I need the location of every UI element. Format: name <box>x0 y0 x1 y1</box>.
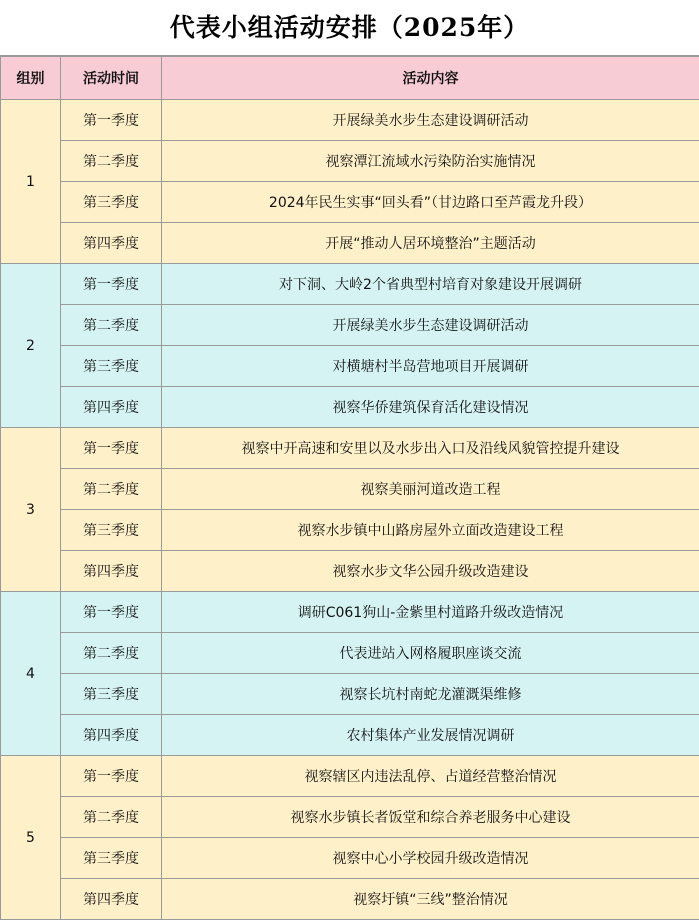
group-id-cell: 2 <box>1 264 61 428</box>
group-id-cell: 3 <box>1 428 61 592</box>
table-row <box>1 346 699 387</box>
table-row <box>1 305 699 346</box>
table-row <box>1 264 699 305</box>
content-cell: 调研C061狗山-金紫里村道路升级改造情况 <box>162 592 699 633</box>
table-row <box>1 387 699 428</box>
content-cell: 视察水步镇长者饭堂和综合养老服务中心建设 <box>162 797 699 838</box>
activity-table <box>0 56 699 920</box>
content-cell: 对横塘村半岛营地项目开展调研 <box>162 346 699 387</box>
time-cell: 第三季度 <box>61 674 162 715</box>
table-row <box>1 182 699 223</box>
table-header-row <box>1 57 699 100</box>
table-row <box>1 674 699 715</box>
content-cell: 视察潭江流域水污染防治实施情况 <box>162 141 699 182</box>
table-row <box>1 756 699 797</box>
content-cell: 代表进站入网格履职座谈交流 <box>162 633 699 674</box>
time-cell: 第四季度 <box>61 223 162 264</box>
table-row <box>1 223 699 264</box>
header-content: 活动内容 <box>162 57 699 100</box>
time-cell: 第四季度 <box>61 879 162 920</box>
table-row <box>1 141 699 182</box>
time-cell: 第二季度 <box>61 797 162 838</box>
header-time: 活动时间 <box>61 57 162 100</box>
time-cell: 第一季度 <box>61 592 162 633</box>
content-cell: 视察中开高速和安里以及水步出入口及沿线风貌管控提升建设 <box>162 428 699 469</box>
time-cell: 第二季度 <box>61 141 162 182</box>
content-cell: 2024年民生实事“回头看”（甘边路口至芦霞龙升段） <box>162 182 699 223</box>
time-cell: 第一季度 <box>61 100 162 141</box>
content-cell: 视察辖区内违法乱停、占道经营整治情况 <box>162 756 699 797</box>
content-cell: 视察长坑村南蛇龙灌溉渠维修 <box>162 674 699 715</box>
content-cell: 视察圩镇“三线”整治情况 <box>162 879 699 920</box>
time-cell: 第一季度 <box>61 264 162 305</box>
table-row <box>1 428 699 469</box>
table-row <box>1 510 699 551</box>
content-cell: 视察中心小学校园升级改造情况 <box>162 838 699 879</box>
content-cell: 开展“推动人居环境整治”主题活动 <box>162 223 699 264</box>
page-title: 代表小组活动安排（2025年） <box>0 0 699 56</box>
table-row <box>1 551 699 592</box>
group-id-cell: 5 <box>1 756 61 920</box>
time-cell: 第三季度 <box>61 182 162 223</box>
time-cell: 第四季度 <box>61 715 162 756</box>
time-cell: 第四季度 <box>61 551 162 592</box>
table-row <box>1 879 699 920</box>
table-row <box>1 715 699 756</box>
time-cell: 第三季度 <box>61 346 162 387</box>
time-cell: 第二季度 <box>61 633 162 674</box>
content-cell: 视察华侨建筑保育活化建设情况 <box>162 387 699 428</box>
content-cell: 视察美丽河道改造工程 <box>162 469 699 510</box>
time-cell: 第二季度 <box>61 305 162 346</box>
table-row <box>1 100 699 141</box>
table-row <box>1 838 699 879</box>
group-id-cell: 4 <box>1 592 61 756</box>
content-cell: 视察水步文华公园升级改造建设 <box>162 551 699 592</box>
content-cell: 农村集体产业发展情况调研 <box>162 715 699 756</box>
time-cell: 第二季度 <box>61 469 162 510</box>
content-cell: 开展绿美水步生态建设调研活动 <box>162 100 699 141</box>
time-cell: 第一季度 <box>61 428 162 469</box>
table-row <box>1 633 699 674</box>
time-cell: 第三季度 <box>61 510 162 551</box>
table-row <box>1 469 699 510</box>
time-cell: 第四季度 <box>61 387 162 428</box>
content-cell: 对下洞、大岭2个省典型村培育对象建设开展调研 <box>162 264 699 305</box>
header-group: 组别 <box>1 57 61 100</box>
table-row <box>1 797 699 838</box>
time-cell: 第一季度 <box>61 756 162 797</box>
content-cell: 开展绿美水步生态建设调研活动 <box>162 305 699 346</box>
table-row <box>1 592 699 633</box>
time-cell: 第三季度 <box>61 838 162 879</box>
content-cell: 视察水步镇中山路房屋外立面改造建设工程 <box>162 510 699 551</box>
group-id-cell: 1 <box>1 100 61 264</box>
